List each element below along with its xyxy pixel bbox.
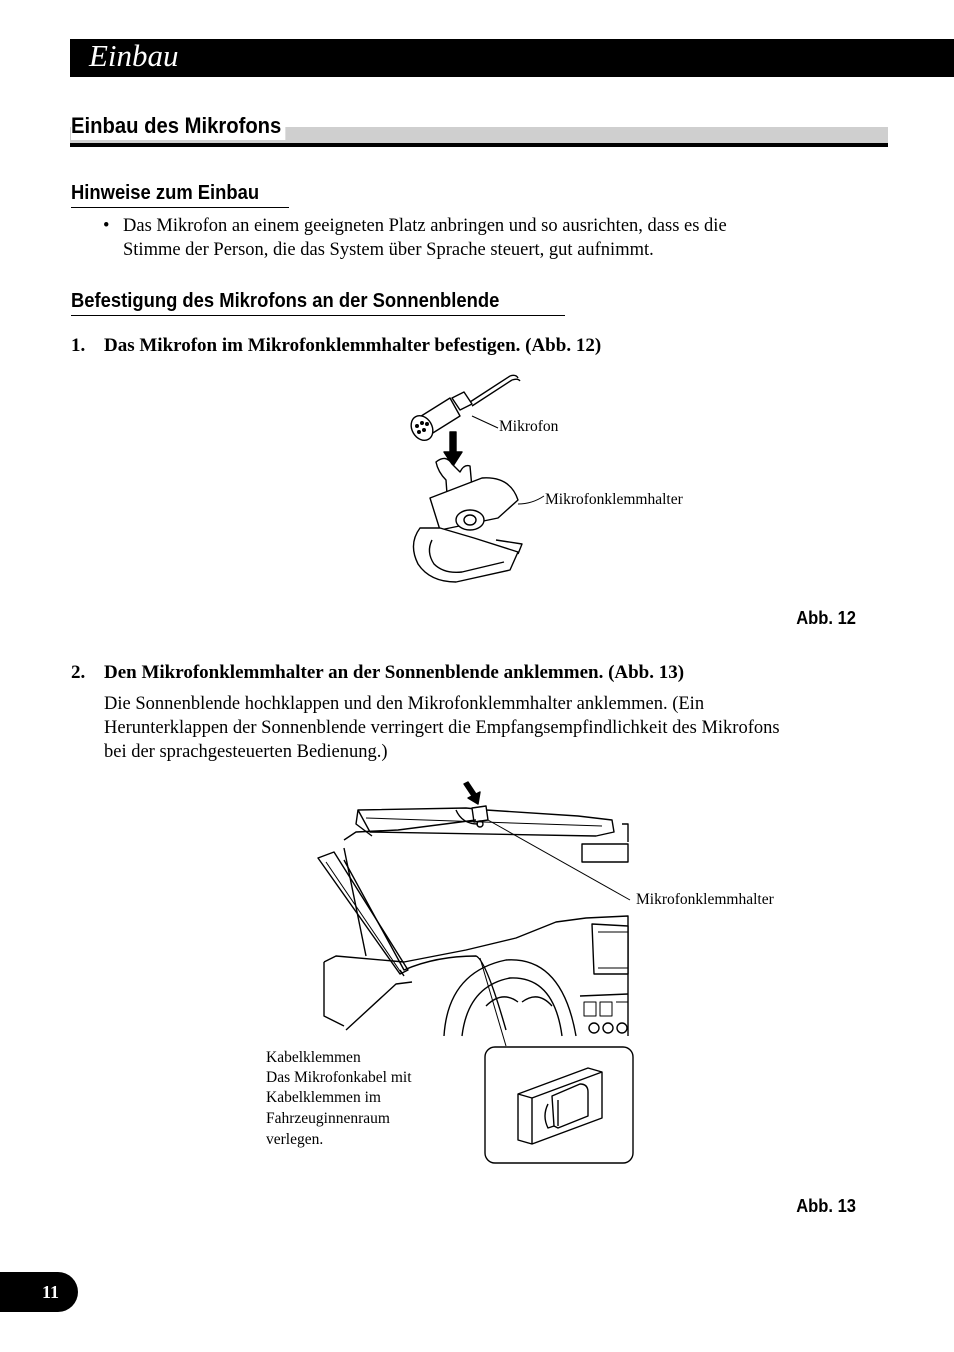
step2-desc-line3: bei der sprachgesteuerten Bedienung.): [104, 742, 388, 762]
fig13-cable-line1: Kabelklemmen: [266, 1049, 361, 1066]
page-header-title: Einbau: [89, 38, 179, 73]
hints-text-line1: Das Mikrofon an einem geeigneten Platz anbringen und so ausrichten, dass es die: [123, 216, 727, 236]
hints-text-line2: Stimme der Person, die das System über Sprache steuert, gut aufnimmt.: [123, 240, 654, 260]
fig12-callout-clip: Mikrofonklemmhalter: [545, 491, 683, 508]
fig13-cable-line5: verlegen.: [266, 1131, 324, 1148]
fig13-callout-clip: Mikrofonklemmhalter: [636, 891, 774, 908]
bullet-marker: •: [103, 216, 110, 236]
fig13-cable-line4: Fahrzeuginnenraum: [266, 1110, 390, 1127]
mounting-heading: Befestigung des Mikrofons an der Sonnenblende: [71, 290, 500, 312]
hints-heading-underline: [71, 207, 289, 208]
header-bar: [70, 39, 954, 77]
fig13-cable-clamp-inset: [484, 1046, 636, 1166]
step2-desc-line2: Herunterklappen der Sonnenblende verringert die Empfangsempfindlichkeit des Mikrofons: [104, 718, 780, 738]
step2-text: Den Mikrofonklemmhalter an der Sonnenblende anklemmen. (Abb. 13): [104, 662, 685, 683]
fig13-illustration: [316, 780, 636, 1036]
step1-text: Das Mikrofon im Mikrofonklemmhalter befestigen. (Abb. 12): [104, 335, 602, 356]
step2-number: 2.: [71, 662, 86, 683]
fig12-label: Abb. 12: [796, 608, 856, 628]
section-title-rule: [70, 143, 888, 147]
step2-desc-line1: Die Sonnenblende hochklappen und den Mikrofonklemmhalter anklemmen. (Ein: [104, 694, 705, 714]
mounting-heading-underline: [71, 315, 565, 316]
page-number-badge: [0, 1272, 78, 1312]
fig13-cable-line2: Das Mikrofonkabel mit: [266, 1069, 412, 1086]
page-number: 11: [42, 1282, 60, 1302]
fig13-cable-line3: Kabelklemmen im: [266, 1089, 381, 1106]
section-title: Einbau des Mikrofons: [71, 112, 285, 140]
step1-number: 1.: [71, 335, 86, 356]
fig13-label: Abb. 13: [796, 1196, 856, 1216]
hints-heading: Hinweise zum Einbau: [71, 182, 260, 204]
fig12-callout-mikrofon: Mikrofon: [499, 418, 559, 435]
